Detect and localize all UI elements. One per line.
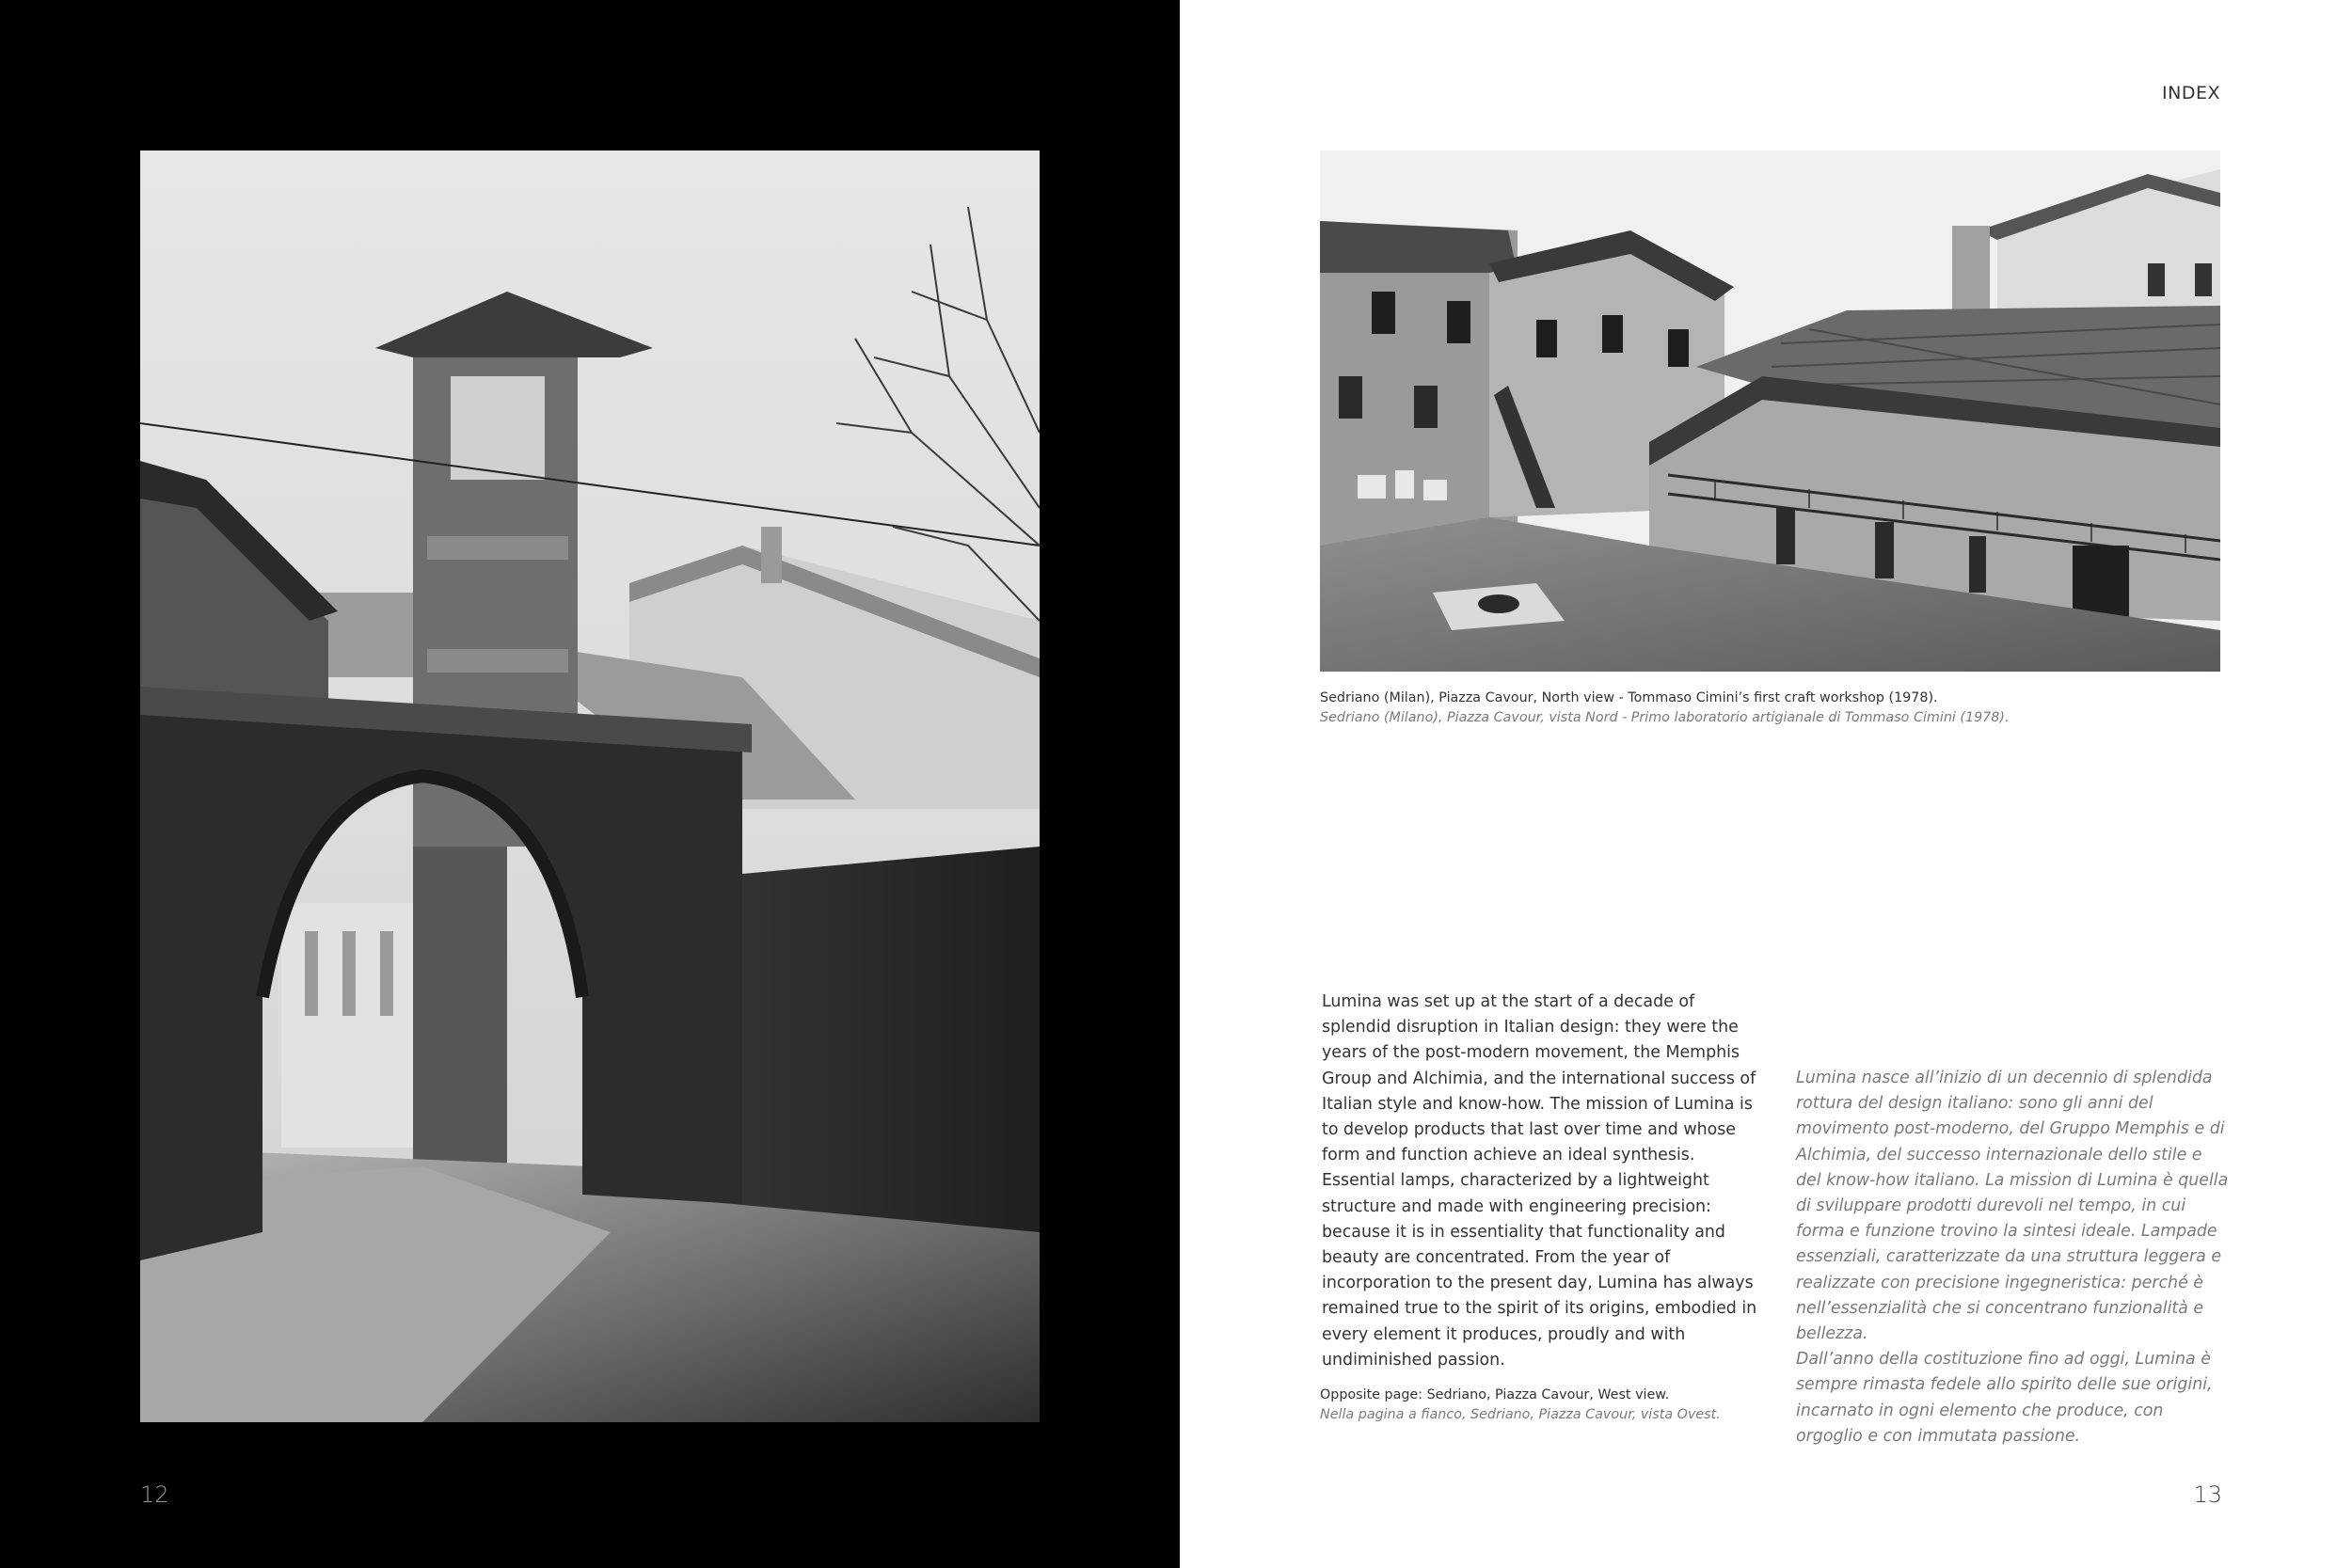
north-view-photo — [1320, 150, 2220, 672]
west-view-illustration — [140, 150, 1040, 1422]
page-number-right: 13 — [2193, 1481, 2222, 1508]
top-photo-caption — [1320, 689, 2010, 728]
body-text-italian-paragraph-1: Lumina nasce all’inizio di un decennio di splendida rottura del design italiano: sono gli anni del movimento post-moderno, del Gruppo Memphis e di Alchimia, del successo internazionale dello stile e del know-how italiano. La mission di Lumina è quella di sviluppare prodotti durevoli nel tempo, in cui forma e funzione trovino la sintesi ideale. Lampade essenziali, caratterizzate da una struttura leggera e realizzate con precisione ingegneristica: perché è nell’essenzialità che si concentrano funzionalità e bellezza. — [1796, 1069, 2229, 1344]
index-link[interactable]: INDEX — [2162, 83, 2220, 103]
bottom-caption-english: Opposite page: Sedriano, Piazza Cavour, West view. — [1320, 1387, 1670, 1402]
page-number-left: 12 — [140, 1481, 169, 1508]
top-caption-italian: Sedriano (Milano), Piazza Cavour, vista Nord - Primo laboratorio artigianale di Tommaso Cimini (1978). — [1320, 710, 2010, 725]
bottom-caption-italian: Nella pagina a fianco, Sedriano, Piazza Cavour, vista Ovest. — [1320, 1407, 1721, 1422]
body-text-english: Lumina was set up at the start of a decade of splendid disruption in Italian design: they were the years of the post-modern movement, the Memphis Group and Alchimia, and the international success of Italian style and know-how. The mission of Lumina is to develop products that last over time and whose form and function achieve an ideal synthesis. Essential lamps, characterized by a lightweight structure and made with engineering precision: because it is in essentiality that functionality and beauty are concentrated. From the year of incorporation to the present day, Lumina has always remained true to the spirit of its origins, embodied in every element it produces, proudly and with undiminished passion. — [1322, 992, 1757, 1370]
west-view-photo — [140, 150, 1040, 1422]
north-view-illustration — [1320, 150, 2220, 672]
body-text-italian-paragraph-2: Dall’anno della costituzione fino ad oggi, Lumina è sempre rimasta fedele allo spirito delle sue origini, incarnato in ogni elemento che produce, con orgoglio e con immutata passione. — [1796, 1350, 2213, 1446]
body-text-italian — [1796, 1066, 2229, 1449]
bottom-photo-caption — [1320, 1386, 1721, 1425]
top-caption-english: Sedriano (Milan), Piazza Cavour, North view - Tommaso Cimini’s first craft workshop (1978). — [1320, 690, 1938, 705]
